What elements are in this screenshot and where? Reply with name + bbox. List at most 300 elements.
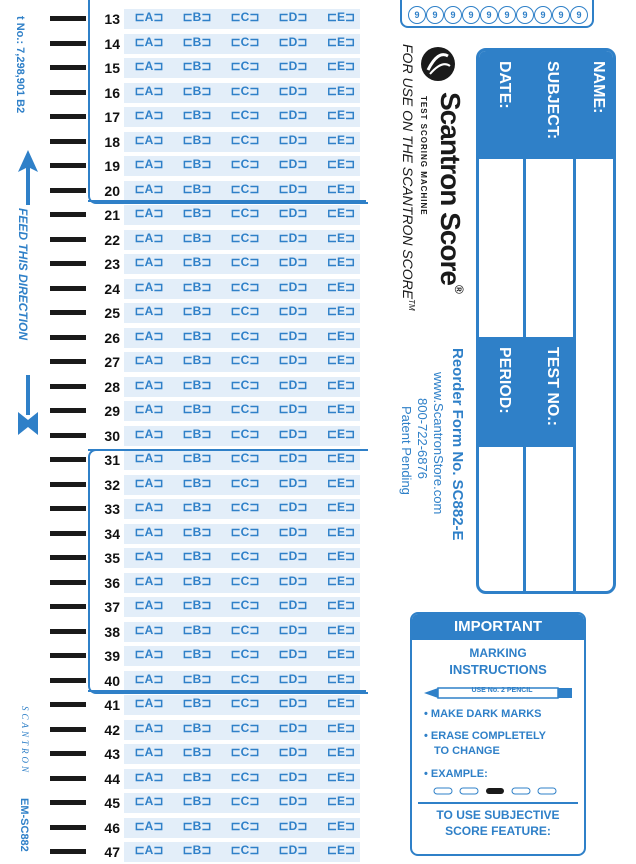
- answer-bubble-d[interactable]: ⊏D⊐: [278, 402, 308, 416]
- answer-bubble-a[interactable]: ⊏A⊐: [134, 475, 164, 490]
- timing-mark: [50, 702, 86, 707]
- answer-bubble-d[interactable]: ⊏D⊐: [278, 328, 308, 343]
- answer-bubble-e[interactable]: ⊏E⊐: [326, 745, 356, 759]
- answer-bubble-c[interactable]: ⊏C⊐: [230, 353, 260, 367]
- answer-bubble-a[interactable]: ⊏A⊐: [134, 377, 164, 392]
- answer-bubble-e[interactable]: ⊏E⊐: [326, 794, 356, 808]
- answer-bubble-c[interactable]: ⊏C⊐: [230, 843, 260, 857]
- answer-bubble-b[interactable]: ⊏B⊐: [182, 206, 212, 220]
- answer-bubble-b[interactable]: ⊏B⊐: [182, 279, 212, 294]
- answer-bubble-d[interactable]: ⊏D⊐: [278, 843, 308, 857]
- answer-bubble-e[interactable]: ⊏E⊐: [326, 622, 356, 637]
- answer-row: [88, 767, 366, 791]
- answer-row: [88, 81, 366, 105]
- answer-bubble-c[interactable]: ⊏C⊐: [230, 132, 260, 147]
- question-number: 32: [104, 476, 120, 493]
- timing-mark: [50, 653, 86, 658]
- answer-bubble-b[interactable]: ⊏B⊐: [182, 745, 212, 759]
- answer-bubble-e[interactable]: ⊏E⊐: [326, 696, 356, 710]
- pencil-label: USE No. 2 PENCIL: [471, 687, 533, 694]
- score-digit-bubble[interactable]: 9: [534, 6, 552, 24]
- answer-bubble-c[interactable]: ⊏C⊐: [230, 769, 260, 784]
- question-number: 33: [104, 501, 120, 517]
- answer-bubble-a[interactable]: ⊏A⊐: [134, 279, 164, 294]
- answer-bubble-e[interactable]: ⊏E⊐: [326, 598, 356, 612]
- answer-bubble-b[interactable]: ⊏B⊐: [182, 108, 212, 122]
- answer-bubble-e[interactable]: ⊏E⊐: [326, 132, 356, 147]
- answer-row: [88, 277, 366, 301]
- answer-bubble-d[interactable]: ⊏D⊐: [278, 353, 308, 367]
- question-number: 31: [104, 452, 120, 468]
- answer-bubble-d[interactable]: ⊏D⊐: [278, 157, 308, 171]
- answer-bubble-c[interactable]: ⊏C⊐: [230, 426, 260, 441]
- timing-mark: [50, 163, 86, 168]
- answer-bubble-b[interactable]: ⊏B⊐: [182, 622, 212, 637]
- answer-bubble-e[interactable]: ⊏E⊐: [326, 426, 356, 441]
- use-on-line: FOR USE ON THE SCANTRON SCORE™: [400, 44, 416, 311]
- answer-bubble-c[interactable]: ⊏C⊐: [230, 671, 260, 686]
- scantron-logo-icon: [420, 46, 456, 82]
- question-number: 40: [104, 672, 120, 689]
- answer-row: [88, 497, 366, 521]
- answer-bubble-c[interactable]: ⊏C⊐: [230, 59, 260, 73]
- answer-bubble-a[interactable]: ⊏A⊐: [134, 402, 164, 416]
- answer-bubble-c[interactable]: ⊏C⊐: [230, 647, 260, 661]
- answer-bubble-c[interactable]: ⊏C⊐: [230, 475, 260, 490]
- score-digit-bubble[interactable]: 9: [462, 6, 480, 24]
- question-number: 23: [104, 256, 120, 272]
- answer-bubble-b[interactable]: ⊏B⊐: [182, 34, 212, 49]
- answer-bubble-b[interactable]: ⊏B⊐: [182, 451, 212, 465]
- answer-row: [88, 669, 366, 693]
- answer-bubble-e[interactable]: ⊏E⊐: [326, 524, 356, 539]
- answer-bubble-e[interactable]: ⊏E⊐: [326, 818, 356, 833]
- answer-bubble-e[interactable]: ⊏E⊐: [326, 549, 356, 563]
- answer-bubble-a[interactable]: ⊏A⊐: [134, 843, 164, 857]
- answer-bubble-d[interactable]: ⊏D⊐: [278, 647, 308, 661]
- answer-row: [88, 816, 366, 840]
- answer-bubble-a[interactable]: ⊏A⊐: [134, 598, 164, 612]
- answer-bubble-d[interactable]: ⊏D⊐: [278, 745, 308, 759]
- answer-bubble-d[interactable]: ⊏D⊐: [278, 426, 308, 441]
- subject-label: SUBJECT:: [544, 61, 561, 140]
- answer-bubble-a[interactable]: ⊏A⊐: [134, 524, 164, 539]
- timing-mark: [50, 408, 86, 413]
- answer-bubble-d[interactable]: ⊏D⊐: [278, 279, 308, 294]
- question-number: 38: [104, 623, 120, 640]
- answer-bubble-a[interactable]: ⊏A⊐: [134, 132, 164, 147]
- answer-bubble-c[interactable]: ⊏C⊐: [230, 34, 260, 49]
- answer-row: [88, 424, 366, 448]
- answer-row: [88, 179, 366, 203]
- question-number: 39: [104, 648, 120, 664]
- question-number: 34: [104, 525, 120, 542]
- timing-mark: [50, 65, 86, 70]
- answer-bubble-a[interactable]: ⊏A⊐: [134, 818, 164, 833]
- answer-bubble-d[interactable]: ⊏D⊐: [278, 696, 308, 710]
- answer-bubble-b[interactable]: ⊏B⊐: [182, 524, 212, 539]
- answer-bubble-c[interactable]: ⊏C⊐: [230, 10, 260, 24]
- answer-row: [88, 375, 366, 399]
- answer-bubble-d[interactable]: ⊏D⊐: [278, 769, 308, 784]
- timing-mark: [50, 825, 86, 830]
- question-number: 14: [104, 35, 120, 52]
- answer-bubble-b[interactable]: ⊏B⊐: [182, 353, 212, 367]
- answer-bubble-d[interactable]: ⊏D⊐: [278, 59, 308, 73]
- answer-bubble-a[interactable]: ⊏A⊐: [134, 328, 164, 343]
- answer-bubble-e[interactable]: ⊏E⊐: [326, 353, 356, 367]
- answer-bubble-b[interactable]: ⊏B⊐: [182, 720, 212, 735]
- name-field[interactable]: [576, 159, 613, 591]
- answer-bubble-c[interactable]: ⊏C⊐: [230, 524, 260, 539]
- answer-bubble-a[interactable]: ⊏A⊐: [134, 157, 164, 171]
- answer-bubble-d[interactable]: ⊏D⊐: [278, 10, 308, 24]
- answer-bubble-b[interactable]: ⊏B⊐: [182, 83, 212, 98]
- date-field[interactable]: [479, 159, 523, 339]
- question-number: 15: [104, 60, 120, 76]
- answer-bubble-d[interactable]: ⊏D⊐: [278, 83, 308, 98]
- subject-field[interactable]: [526, 159, 573, 339]
- answer-bubble-e[interactable]: ⊏E⊐: [326, 500, 356, 514]
- period-field[interactable]: [479, 447, 523, 591]
- answer-bubble-b[interactable]: ⊏B⊐: [182, 132, 212, 147]
- timing-mark: [50, 555, 86, 560]
- timing-mark: [50, 139, 86, 144]
- answer-bubble-e[interactable]: ⊏E⊐: [326, 451, 356, 465]
- question-number: 37: [104, 599, 120, 615]
- answer-bubble-a[interactable]: ⊏A⊐: [134, 304, 164, 318]
- answer-bubble-e[interactable]: ⊏E⊐: [326, 230, 356, 245]
- answer-bubble-d[interactable]: ⊏D⊐: [278, 794, 308, 808]
- timing-mark: [50, 482, 86, 487]
- answer-bubble-a[interactable]: ⊏A⊐: [134, 255, 164, 269]
- question-number: 45: [104, 795, 120, 811]
- patent-number: t No.: 7,298,901 B2: [14, 16, 26, 114]
- date-label: DATE:: [496, 61, 513, 109]
- timing-mark: [50, 849, 86, 854]
- answer-bubble-d[interactable]: ⊏D⊐: [278, 573, 308, 588]
- timing-mark: [50, 457, 86, 462]
- answer-row: [88, 448, 366, 472]
- answer-bubble-b[interactable]: ⊏B⊐: [182, 230, 212, 245]
- question-number: 30: [104, 427, 120, 444]
- answer-bubble-c[interactable]: ⊏C⊐: [230, 181, 260, 196]
- answer-bubble-b[interactable]: ⊏B⊐: [182, 10, 212, 24]
- answer-bubble-a[interactable]: ⊏A⊐: [134, 59, 164, 73]
- period-label: PERIOD:: [496, 347, 513, 414]
- answer-bubble-e[interactable]: ⊏E⊐: [326, 279, 356, 294]
- score-digit-bubble[interactable]: 9: [426, 6, 444, 24]
- answer-bubble-b[interactable]: ⊏B⊐: [182, 157, 212, 171]
- reorder-form-number: Reorder Form No. SC882-E: [449, 348, 466, 541]
- answer-bubble-e[interactable]: ⊏E⊐: [326, 181, 356, 196]
- answer-bubble-e[interactable]: ⊏E⊐: [326, 304, 356, 318]
- answer-bubble-e[interactable]: ⊏E⊐: [326, 475, 356, 490]
- answer-row: [88, 32, 366, 56]
- answer-bubble-e[interactable]: ⊏E⊐: [326, 157, 356, 171]
- answer-bubble-e[interactable]: ⊏E⊐: [326, 83, 356, 98]
- answer-row: [88, 7, 366, 31]
- answer-bubble-c[interactable]: ⊏C⊐: [230, 696, 260, 710]
- timing-mark: [50, 727, 86, 732]
- answer-row: [88, 203, 366, 227]
- answer-bubble-e[interactable]: ⊏E⊐: [326, 255, 356, 269]
- score-digit-bubble[interactable]: 9: [408, 6, 426, 24]
- answer-bubble-c[interactable]: ⊏C⊐: [230, 451, 260, 465]
- timing-mark: [50, 41, 86, 46]
- answer-bubble-a[interactable]: ⊏A⊐: [134, 206, 164, 220]
- question-number: 28: [104, 378, 120, 395]
- answer-bubble-a[interactable]: ⊏A⊐: [134, 549, 164, 563]
- test-no-label: TEST NO.:: [544, 347, 561, 427]
- timing-mark: [50, 776, 86, 781]
- answer-bubble-d[interactable]: ⊏D⊐: [278, 206, 308, 220]
- answer-bubble-e[interactable]: ⊏E⊐: [326, 402, 356, 416]
- question-number: 25: [104, 305, 120, 321]
- answer-bubble-a[interactable]: ⊏A⊐: [134, 451, 164, 465]
- answer-bubble-d[interactable]: ⊏D⊐: [278, 671, 308, 686]
- answer-row: [88, 571, 366, 595]
- answer-bubble-b[interactable]: ⊏B⊐: [182, 818, 212, 833]
- answer-bubble-c[interactable]: ⊏C⊐: [230, 328, 260, 343]
- answer-bubble-c[interactable]: ⊏C⊐: [230, 304, 260, 318]
- answer-bubble-b[interactable]: ⊏B⊐: [182, 426, 212, 441]
- answer-bubble-b[interactable]: ⊏B⊐: [182, 500, 212, 514]
- question-number: 16: [104, 84, 120, 101]
- question-number: 13: [104, 11, 120, 27]
- answer-bubble-d[interactable]: ⊏D⊐: [278, 181, 308, 196]
- answer-bubble-d[interactable]: ⊏D⊐: [278, 304, 308, 318]
- answer-bubble-a[interactable]: ⊏A⊐: [134, 647, 164, 661]
- answer-bubble-e[interactable]: ⊏E⊐: [326, 206, 356, 220]
- answer-bubble-b[interactable]: ⊏B⊐: [182, 573, 212, 588]
- answer-bubble-a[interactable]: ⊏A⊐: [134, 500, 164, 514]
- timing-mark: [50, 678, 86, 683]
- answer-bubble-b[interactable]: ⊏B⊐: [182, 696, 212, 710]
- answer-bubble-d[interactable]: ⊏D⊐: [278, 549, 308, 563]
- answer-row: [88, 522, 366, 546]
- answer-row: [88, 840, 366, 864]
- timing-mark: [50, 286, 86, 291]
- answer-bubble-d[interactable]: ⊏D⊐: [278, 255, 308, 269]
- patent-pending: Patent Pending: [399, 406, 414, 495]
- example-bubbles: [432, 784, 562, 796]
- answer-row: [88, 56, 366, 80]
- answer-bubble-b[interactable]: ⊏B⊐: [182, 377, 212, 392]
- answer-bubble-a[interactable]: ⊏A⊐: [134, 745, 164, 759]
- score-digit-bubble[interactable]: 9: [552, 6, 570, 24]
- question-number: 47: [104, 844, 120, 860]
- answer-bubble-c[interactable]: ⊏C⊐: [230, 279, 260, 294]
- answer-bubble-c[interactable]: ⊏C⊐: [230, 377, 260, 392]
- answer-bubble-b[interactable]: ⊏B⊐: [182, 328, 212, 343]
- answer-bubble-b[interactable]: ⊏B⊐: [182, 647, 212, 661]
- answer-bubble-d[interactable]: ⊏D⊐: [278, 108, 308, 122]
- important-title: IMPORTANT: [412, 614, 584, 640]
- answer-bubble-c[interactable]: ⊏C⊐: [230, 573, 260, 588]
- answer-bubble-c[interactable]: ⊏C⊐: [230, 745, 260, 759]
- reorder-url: www.ScantronStore.com: [431, 372, 446, 515]
- answer-bubble-b[interactable]: ⊏B⊐: [182, 475, 212, 490]
- answer-bubble-d[interactable]: ⊏D⊐: [278, 524, 308, 539]
- answer-bubble-c[interactable]: ⊏C⊐: [230, 255, 260, 269]
- question-number: 43: [104, 746, 120, 762]
- answer-bubble-b[interactable]: ⊏B⊐: [182, 794, 212, 808]
- question-number: 20: [104, 182, 120, 199]
- timing-mark: [50, 433, 86, 438]
- answer-row: [88, 130, 366, 154]
- question-number: 17: [104, 109, 120, 125]
- answer-bubble-e[interactable]: ⊏E⊐: [326, 720, 356, 735]
- answer-bubble-a[interactable]: ⊏A⊐: [134, 181, 164, 196]
- answer-row: [88, 154, 366, 178]
- score-digit-bubble[interactable]: 9: [480, 6, 498, 24]
- answer-bubble-d[interactable]: ⊏D⊐: [278, 598, 308, 612]
- question-number: 35: [104, 550, 120, 566]
- answer-bubble-e[interactable]: ⊏E⊐: [326, 328, 356, 343]
- timing-mark: [50, 531, 86, 536]
- answer-bubble-b[interactable]: ⊏B⊐: [182, 843, 212, 857]
- answer-bubble-c[interactable]: ⊏C⊐: [230, 720, 260, 735]
- instruction-example: • EXAMPLE:: [424, 768, 488, 780]
- answer-bubble-a[interactable]: ⊏A⊐: [134, 573, 164, 588]
- answer-bubble-b[interactable]: ⊏B⊐: [182, 671, 212, 686]
- answer-bubble-a[interactable]: ⊏A⊐: [134, 720, 164, 735]
- answer-row: [88, 742, 366, 766]
- answer-bubble-b[interactable]: ⊏B⊐: [182, 255, 212, 269]
- answer-bubble-c[interactable]: ⊏C⊐: [230, 157, 260, 171]
- question-number: 26: [104, 329, 120, 346]
- group-divider: [88, 200, 366, 202]
- answer-bubble-a[interactable]: ⊏A⊐: [134, 671, 164, 686]
- answer-bubble-b[interactable]: ⊏B⊐: [182, 59, 212, 73]
- timing-mark: [50, 335, 86, 340]
- score-digit-bubble[interactable]: 9: [570, 6, 588, 24]
- answer-bubble-c[interactable]: ⊏C⊐: [230, 230, 260, 245]
- answer-bubble-d[interactable]: ⊏D⊐: [278, 377, 308, 392]
- timing-mark: [50, 580, 86, 585]
- answer-bubble-c[interactable]: ⊏C⊐: [230, 108, 260, 122]
- answer-row: [88, 105, 366, 129]
- answer-bubble-a[interactable]: ⊏A⊐: [134, 696, 164, 710]
- answer-bubble-b[interactable]: ⊏B⊐: [182, 769, 212, 784]
- timing-mark: [50, 237, 86, 242]
- subjective-label-1: TO USE SUBJECTIVE: [436, 808, 560, 822]
- answer-bubble-a[interactable]: ⊏A⊐: [134, 10, 164, 24]
- answer-bubble-e[interactable]: ⊏E⊐: [326, 377, 356, 392]
- instruction-erase: • ERASE COMPLETELY: [424, 730, 547, 742]
- timing-mark: [50, 188, 86, 193]
- answer-bubble-b[interactable]: ⊏B⊐: [182, 402, 212, 416]
- answer-bubble-e[interactable]: ⊏E⊐: [326, 59, 356, 73]
- answer-bubble-d[interactable]: ⊏D⊐: [278, 475, 308, 490]
- answer-bubble-a[interactable]: ⊏A⊐: [134, 230, 164, 245]
- instruction-dark-marks: • MAKE DARK MARKS: [424, 708, 542, 720]
- answer-bubble-a[interactable]: ⊏A⊐: [134, 426, 164, 441]
- answer-bubble-d[interactable]: ⊏D⊐: [278, 230, 308, 245]
- answer-bubble-c[interactable]: ⊏C⊐: [230, 206, 260, 220]
- answer-row: [88, 350, 366, 374]
- answer-bubble-d[interactable]: ⊏D⊐: [278, 34, 308, 49]
- answer-bubble-a[interactable]: ⊏A⊐: [134, 622, 164, 637]
- answer-bubble-d[interactable]: ⊏D⊐: [278, 818, 308, 833]
- timing-mark: [50, 310, 86, 315]
- question-number: 19: [104, 158, 120, 174]
- score-digit-bubble[interactable]: 9: [516, 6, 534, 24]
- answer-row: [88, 252, 366, 276]
- question-number: 24: [104, 280, 120, 297]
- answer-bubble-e[interactable]: ⊏E⊐: [326, 843, 356, 857]
- instructions-label: INSTRUCTIONS: [449, 662, 547, 677]
- answer-bubble-e[interactable]: ⊏E⊐: [326, 573, 356, 588]
- answer-bubble-c[interactable]: ⊏C⊐: [230, 794, 260, 808]
- answer-row: [88, 620, 366, 644]
- answer-bubble-a[interactable]: ⊏A⊐: [134, 794, 164, 808]
- question-number: 29: [104, 403, 120, 419]
- answer-row: [88, 326, 366, 350]
- answer-bubble-c[interactable]: ⊏C⊐: [230, 402, 260, 416]
- answer-bubble-d[interactable]: ⊏D⊐: [278, 451, 308, 465]
- answer-bubble-d[interactable]: ⊏D⊐: [278, 622, 308, 637]
- answer-bubble-e[interactable]: ⊏E⊐: [326, 108, 356, 122]
- timing-mark: [50, 212, 86, 217]
- question-number: 46: [104, 819, 120, 836]
- answer-bubble-c[interactable]: ⊏C⊐: [230, 598, 260, 612]
- answer-bubble-a[interactable]: ⊏A⊐: [134, 769, 164, 784]
- answer-bubble-d[interactable]: ⊏D⊐: [278, 500, 308, 514]
- timing-mark: [50, 359, 86, 364]
- student-info-box: [476, 48, 616, 594]
- answer-bubble-c[interactable]: ⊏C⊐: [230, 500, 260, 514]
- answer-bubble-c[interactable]: ⊏C⊐: [230, 83, 260, 98]
- answer-row: [88, 693, 366, 717]
- question-number: 42: [104, 721, 120, 738]
- score-digit-bubble[interactable]: 9: [498, 6, 516, 24]
- answer-bubble-b[interactable]: ⊏B⊐: [182, 549, 212, 563]
- answer-bubble-b[interactable]: ⊏B⊐: [182, 304, 212, 318]
- timing-mark: [50, 384, 86, 389]
- question-number: 27: [104, 354, 120, 370]
- answer-bubble-c[interactable]: ⊏C⊐: [230, 549, 260, 563]
- answer-bubble-c[interactable]: ⊏C⊐: [230, 622, 260, 637]
- test-no-field[interactable]: [526, 447, 573, 591]
- feed-direction-label: FEED THIS DIRECTION: [16, 208, 30, 341]
- timing-mark: [50, 604, 86, 609]
- answer-bubble-d[interactable]: ⊏D⊐: [278, 132, 308, 147]
- answer-bubble-b[interactable]: ⊏B⊐: [182, 181, 212, 196]
- answer-bubble-b[interactable]: ⊏B⊐: [182, 598, 212, 612]
- answer-bubble-a[interactable]: ⊏A⊐: [134, 34, 164, 49]
- answer-bubble-c[interactable]: ⊏C⊐: [230, 818, 260, 833]
- score-digit-bubble[interactable]: 9: [444, 6, 462, 24]
- answer-bubble-e[interactable]: ⊏E⊐: [326, 10, 356, 24]
- timing-mark: [50, 751, 86, 756]
- answer-bubble-e[interactable]: ⊏E⊐: [326, 34, 356, 49]
- score-digit-row: [400, 0, 594, 28]
- answer-bubble-d[interactable]: ⊏D⊐: [278, 720, 308, 735]
- timing-mark: [50, 16, 86, 21]
- important-instructions-box: [410, 612, 586, 856]
- answer-bubble-a[interactable]: ⊏A⊐: [134, 353, 164, 367]
- answer-bubble-e[interactable]: ⊏E⊐: [326, 647, 356, 661]
- form-code: EM-SC882: [18, 798, 30, 852]
- answer-bubble-e[interactable]: ⊏E⊐: [326, 671, 356, 686]
- answer-bubble-a[interactable]: ⊏A⊐: [134, 83, 164, 98]
- answer-bubble-e[interactable]: ⊏E⊐: [326, 769, 356, 784]
- answer-bubble-a[interactable]: ⊏A⊐: [134, 108, 164, 122]
- brand-name: Scantron Score®: [435, 92, 466, 293]
- reorder-phone: 800-722-6876: [415, 398, 430, 479]
